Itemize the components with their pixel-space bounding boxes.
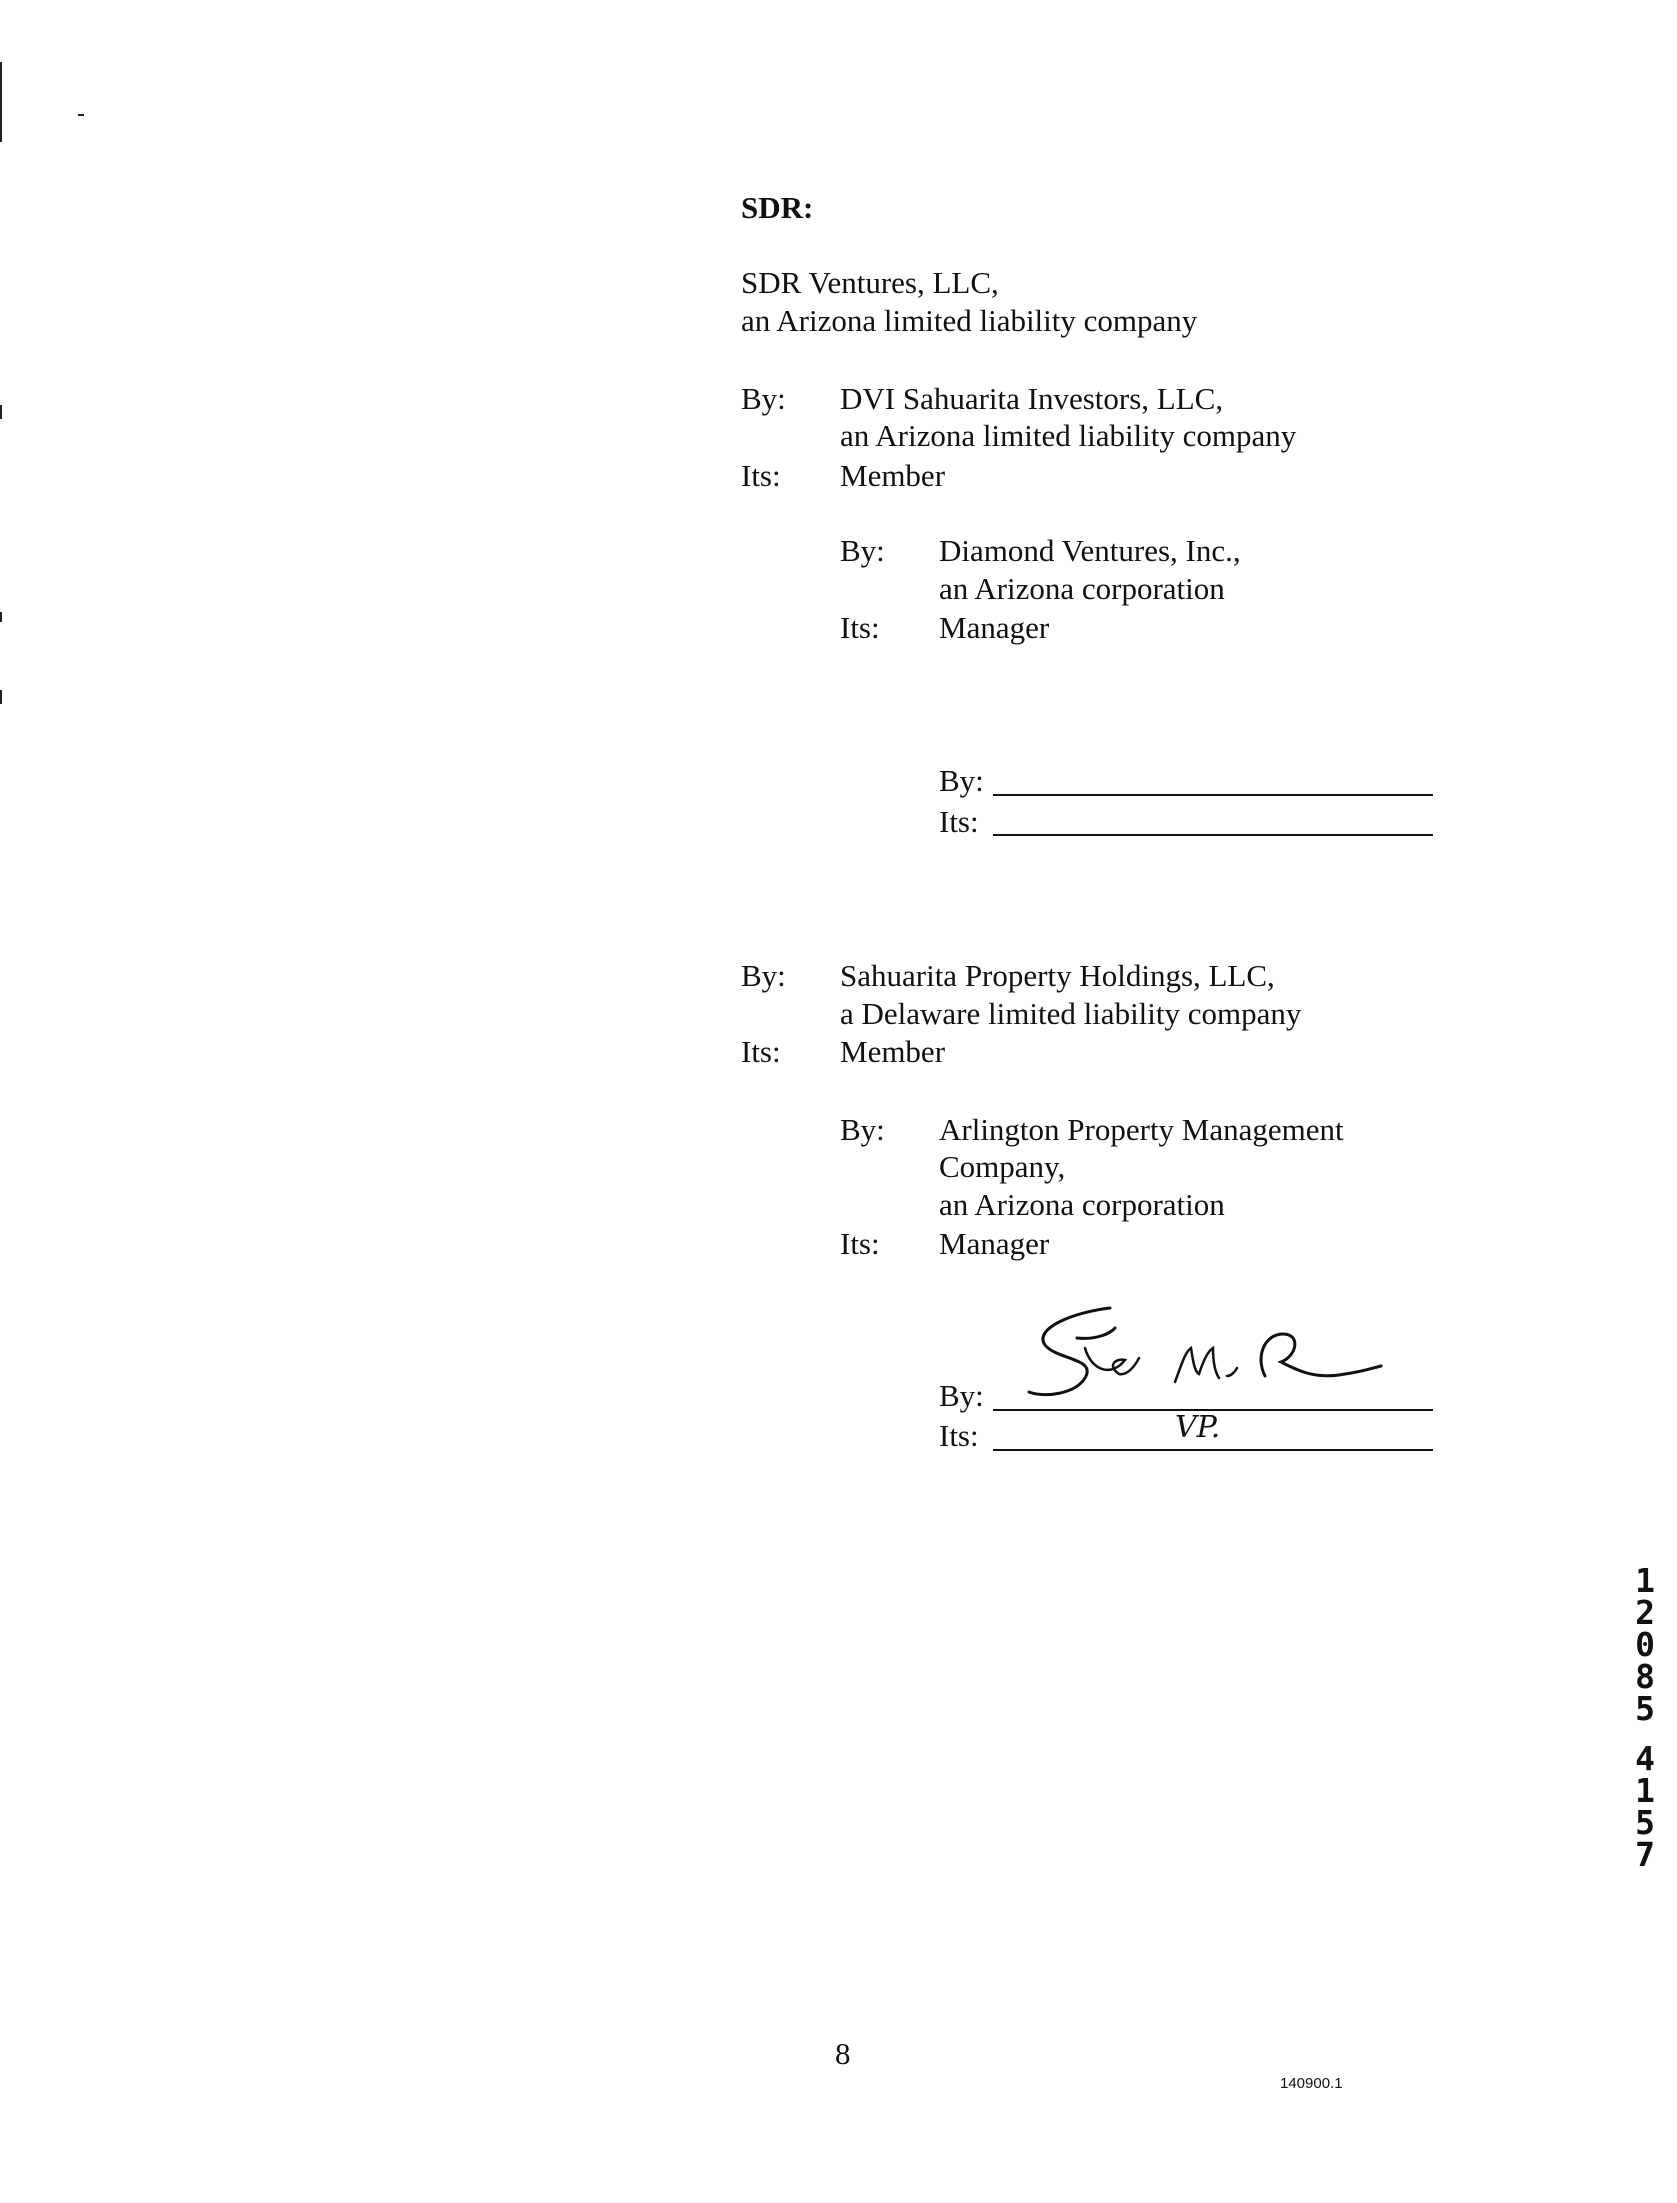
stamp-digit: 1 (1635, 1771, 1655, 1810)
sdr-entity-name: SDR Ventures, LLC, (741, 265, 999, 300)
entity-description: an Arizona limited liability company (840, 418, 1297, 453)
signature-by-label: By: (939, 1378, 984, 1413)
entity-name: DVI Sahuarita Investors, LLC, (840, 381, 1224, 416)
entity-description: a Delaware limited liability company (840, 996, 1302, 1031)
its-label: Its: (741, 458, 781, 493)
sub-entity-name: Diamond Ventures, Inc., (939, 533, 1241, 568)
sub-its-label: Its: (840, 1226, 880, 1261)
sub-entity-name: Arlington Property Management (939, 1112, 1344, 1147)
stamp-digit: 5 (1635, 1689, 1655, 1728)
scan-artifact (0, 62, 2, 142)
by-label: By: (741, 381, 786, 416)
stamp-digit: 7 (1635, 1835, 1655, 1874)
stamp-digit: 0 (1635, 1625, 1655, 1664)
entity-name: Sahuarita Property Holdings, LLC, (840, 958, 1275, 993)
sub-role: Manager (939, 1226, 1050, 1261)
page-number: 8 (835, 2036, 851, 2071)
role: Member (840, 1034, 946, 1069)
handwritten-title: VP. (1175, 1410, 1221, 1445)
sdr-entity-description: an Arizona limited liability company (741, 303, 1198, 338)
by-label: By: (741, 958, 786, 993)
section-heading: SDR: (741, 190, 814, 225)
signature-line (993, 794, 1433, 796)
sub-by-label: By: (840, 533, 885, 568)
recording-number-stamp (1627, 1561, 1663, 1874)
stamp-digit: 4 (1635, 1739, 1655, 1778)
role: Member (840, 458, 946, 493)
scan-artifact (0, 690, 2, 704)
sub-by-label: By: (840, 1112, 885, 1147)
sub-role: Manager (939, 610, 1050, 645)
signature-by-label: By: (939, 763, 984, 798)
scan-artifact (78, 114, 84, 116)
stamp-digit: 8 (1635, 1657, 1655, 1696)
sub-entity-description: an Arizona corporation (939, 571, 1225, 606)
stamp-digit: 5 (1635, 1803, 1655, 1842)
sub-entity-name-cont: Company, (939, 1149, 1066, 1184)
handwritten-signature (1015, 1300, 1385, 1410)
scan-artifact (0, 405, 2, 419)
sub-entity-description: an Arizona corporation (939, 1187, 1225, 1222)
its-label: Its: (741, 1034, 781, 1069)
stamp-digit: 2 (1635, 1593, 1655, 1632)
signature-its-label: Its: (939, 1418, 979, 1453)
title-line (993, 834, 1433, 836)
scan-artifact (0, 612, 2, 622)
document-id: 140900.1 (1280, 2075, 1343, 2092)
stamp-digit: 1 (1635, 1561, 1655, 1600)
title-line (993, 1449, 1433, 1451)
sub-its-label: Its: (840, 610, 880, 645)
signature-its-label: Its: (939, 804, 979, 839)
